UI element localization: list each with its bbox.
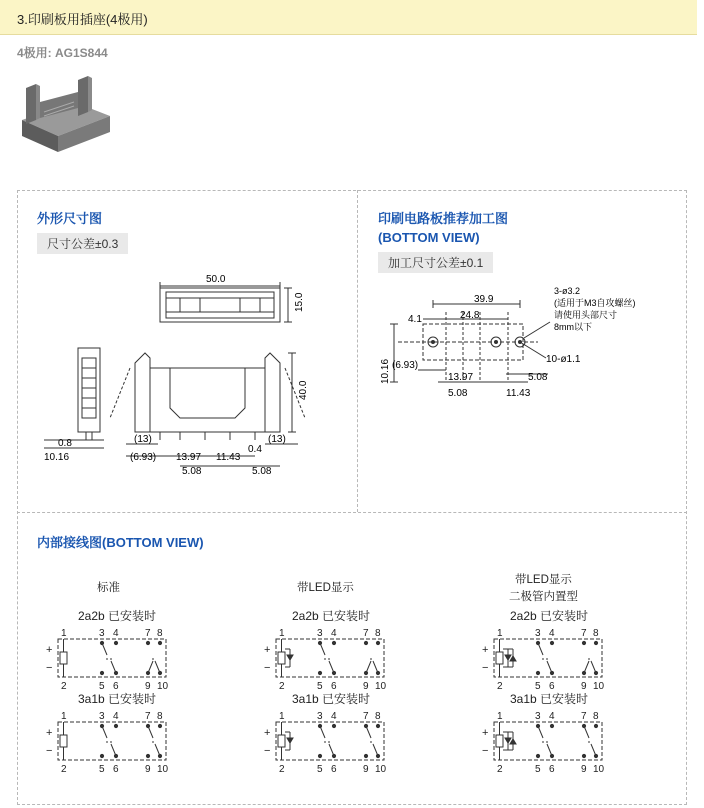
pin-label-top: 3: [535, 628, 541, 639]
diode-variant-b: 3a1b 已安装时: [510, 692, 589, 706]
pin-label-bottom: 9: [145, 764, 151, 775]
pin-label-bottom: 10: [375, 764, 387, 775]
pin-label-bottom: 10: [375, 681, 387, 692]
pcb-dim-39-9: 39.9: [474, 294, 494, 305]
led-variant-b: 3a1b 已安装时: [292, 692, 371, 706]
panel-divider-vertical: [357, 190, 358, 512]
pcb-dim-10-16: 10.16: [380, 358, 391, 384]
minus-sign: −: [46, 662, 53, 674]
pin-label-top: 7: [581, 711, 587, 722]
pcb-dim-24-8: 24.8: [460, 310, 480, 321]
pin-label-top: 8: [593, 711, 599, 722]
pin-label-top: 8: [157, 711, 163, 722]
pcb-dim-5-08-a: 5.08: [448, 388, 468, 399]
minus-sign: −: [264, 662, 271, 674]
pin-label-top: 1: [497, 628, 503, 639]
pin-label-bottom: 6: [549, 681, 555, 692]
pcb-note-4: 8mm以下: [554, 322, 592, 332]
pcb-dim-4-1: 4.1: [408, 314, 422, 325]
pin-label-top: 7: [363, 711, 369, 722]
dim-11-43: 11.43: [216, 452, 241, 463]
pin-label-bottom: 10: [157, 681, 169, 692]
product-photo: [14, 68, 114, 156]
panel-divider-horizontal: [17, 512, 687, 513]
pin-label-bottom: 2: [279, 681, 285, 692]
dim-13-left: (13): [134, 434, 152, 445]
pin-label-bottom: 6: [113, 681, 119, 692]
pcb-note-2: (适用于M3自攻螺丝): [554, 298, 636, 308]
plus-sign: +: [482, 727, 489, 739]
pcb-dim-5-08-b: 5.08: [528, 372, 548, 383]
pin-label-bottom: 5: [317, 681, 323, 692]
plus-sign: +: [46, 727, 53, 739]
pin-label-bottom: 9: [145, 681, 151, 692]
pcb-hole-spec: 10-ø1.1: [546, 354, 581, 365]
pin-label-top: 4: [113, 628, 119, 639]
pin-label-bottom: 2: [61, 764, 67, 775]
outline-drawing: [30, 268, 350, 478]
wiring-diagram-3-2: [480, 708, 620, 778]
wiring-title: 内部接线图(BOTTOM VIEW): [37, 535, 204, 550]
pcb-note-3: 请使用头部尺寸: [554, 310, 618, 320]
pin-label-top: 1: [61, 628, 67, 639]
pin-label-top: 1: [497, 711, 503, 722]
pcb-dim-13-97: 13.97: [448, 372, 474, 383]
pin-label-top: 3: [317, 711, 323, 722]
pin-label-top: 1: [279, 628, 285, 639]
pin-label-top: 8: [375, 711, 381, 722]
product-label: 4极用: AG1S844: [17, 46, 108, 60]
pin-label-top: 3: [317, 628, 323, 639]
pin-label-top: 7: [581, 628, 587, 639]
outline-title: 外形尺寸图: [37, 211, 103, 226]
pin-label-bottom: 2: [497, 764, 503, 775]
section-title: 3.印刷板用插座(4极用): [17, 12, 148, 27]
pin-label-top: 3: [99, 711, 105, 722]
pin-label-top: 4: [331, 628, 337, 639]
section-header: [0, 0, 697, 35]
outline-tolerance: 尺寸公差±0.3: [37, 233, 128, 254]
wiring-diagram-2-2: [262, 708, 402, 778]
pin-label-top: 4: [549, 628, 555, 639]
pin-label-bottom: 5: [535, 681, 541, 692]
pin-label-top: 4: [113, 711, 119, 722]
diode-variant-a: 2a2b 已安装时: [510, 609, 589, 623]
minus-sign: −: [482, 745, 489, 757]
pin-label-bottom: 6: [113, 764, 119, 775]
pin-label-bottom: 6: [549, 764, 555, 775]
wiring-diagram-1-1: [44, 625, 184, 695]
pin-label-bottom: 6: [331, 681, 337, 692]
pin-label-bottom: 5: [99, 681, 105, 692]
pin-label-top: 8: [375, 628, 381, 639]
pin-label-top: 4: [549, 711, 555, 722]
pin-label-bottom: 5: [317, 764, 323, 775]
dim-10-16: 10.16: [44, 452, 70, 463]
dim-0-8: 0.8: [58, 438, 72, 449]
dim-5-08-b: 5.08: [252, 466, 272, 477]
dim-15: 15.0: [294, 292, 305, 312]
pin-label-bottom: 9: [581, 764, 587, 775]
pin-label-bottom: 2: [279, 764, 285, 775]
wiring-diagram-3-1: [480, 625, 620, 695]
caption-led-diode-2: 二极管内置型: [509, 591, 578, 603]
pcb-note-1: 3-ø3.2: [554, 286, 581, 296]
pcb-dim-11-43: 11.43: [506, 388, 531, 399]
std-variant-a: 2a2b 已安装时: [78, 609, 157, 623]
wiring-diagram-1-2: [44, 708, 184, 778]
pin-label-bottom: 2: [61, 681, 67, 692]
plus-sign: +: [46, 644, 53, 656]
std-variant-b: 3a1b 已安装时: [78, 692, 157, 706]
pin-label-top: 7: [145, 711, 151, 722]
dim-50: 50.0: [206, 274, 226, 285]
led-variant-a: 2a2b 已安装时: [292, 609, 371, 623]
minus-sign: −: [264, 745, 271, 757]
pin-label-bottom: 9: [363, 681, 369, 692]
pin-label-bottom: 9: [581, 681, 587, 692]
minus-sign: −: [482, 662, 489, 674]
plus-sign: +: [482, 644, 489, 656]
dim-40: 40.0: [298, 380, 309, 400]
plus-sign: +: [264, 644, 271, 656]
pcb-drawing: [378, 282, 678, 402]
pin-label-top: 4: [331, 711, 337, 722]
pin-label-top: 1: [279, 711, 285, 722]
pin-label-bottom: 10: [593, 681, 605, 692]
pin-label-top: 3: [535, 711, 541, 722]
pin-label-top: 7: [363, 628, 369, 639]
pin-label-bottom: 6: [331, 764, 337, 775]
plus-sign: +: [264, 727, 271, 739]
pin-label-bottom: 2: [497, 681, 503, 692]
pin-label-top: 3: [99, 628, 105, 639]
pcb-title-line2: (BOTTOM VIEW): [378, 230, 480, 245]
caption-standard: 标准: [97, 582, 120, 594]
pcb-title-line1: 印刷电路板推荐加工图: [378, 211, 509, 226]
pin-label-top: 1: [61, 711, 67, 722]
minus-sign: −: [46, 745, 53, 757]
pin-label-bottom: 10: [157, 764, 169, 775]
dim-5-08-a: 5.08: [182, 466, 202, 477]
caption-led: 带LED显示: [297, 582, 354, 594]
pin-label-bottom: 9: [363, 764, 369, 775]
caption-led-diode-1: 带LED显示: [515, 574, 572, 586]
pin-label-bottom: 5: [99, 764, 105, 775]
pcb-dim-6-93: (6.93): [392, 360, 419, 371]
pcb-tolerance: 加工尺寸公差±0.1: [378, 252, 493, 273]
pin-label-top: 7: [145, 628, 151, 639]
pin-label-bottom: 5: [535, 764, 541, 775]
wiring-diagram-2-1: [262, 625, 402, 695]
dim-6-93: (6.93): [130, 452, 157, 463]
pin-label-top: 8: [157, 628, 163, 639]
pin-label-bottom: 10: [593, 764, 605, 775]
dim-13-right: (13): [268, 434, 286, 445]
pin-label-top: 8: [593, 628, 599, 639]
dim-13-97: 13.97: [176, 452, 202, 463]
dim-0-4: 0.4: [248, 444, 262, 455]
